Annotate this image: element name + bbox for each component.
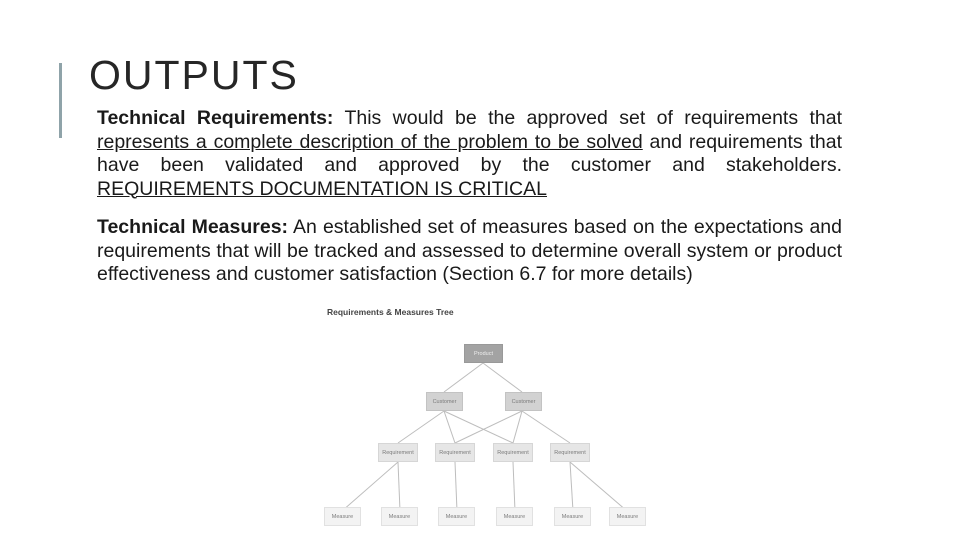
critical-note: REQUIREMENTS DOCUMENTATION IS CRITICAL [97,177,547,200]
title-accent-bar [59,63,62,138]
underlined-phrase: represents a complete description of the problem to be solved [97,130,643,153]
tree-node-requirement: Requirement [550,443,590,462]
paragraph-text: An established set of measures based on the expectations and requirements that will be tracked and assessed to determine overall system or product effectiveness and customer satisfaction (Section 6.7 for more details) [97,216,842,285]
paragraph-text: This would be the approved set of requirements that [333,107,842,129]
tree-node-requirement: Requirement [493,443,533,462]
paragraph-text: and requirements that have been validated and approved by the customer and stakeholders. [97,130,842,176]
tree-connectors [320,300,660,535]
tree-node-measure: Measure [554,507,591,526]
slide-title: OUTPUTS [89,52,299,98]
tree-node-measure: Measure [438,507,475,526]
tree-node-measure: Measure [496,507,533,526]
tree-node-measure: Measure [609,507,646,526]
technical-requirements-paragraph [97,107,842,201]
tree-node-measure: Measure [324,507,361,526]
tree-node-measure: Measure [381,507,418,526]
technical-measures-paragraph [97,216,842,287]
tree-node-customer: Customer [426,392,463,411]
requirements-measures-tree [320,300,660,535]
tree-caption: Requirements & Measures Tree [327,307,454,317]
tree-node-requirement: Requirement [378,443,418,462]
technical-measures-label: Technical Measures: [97,216,289,238]
tree-node-requirement: Requirement [435,443,475,462]
tree-node-customer: Customer [505,392,542,411]
tree-node-product: Product [464,344,503,363]
technical-requirements-label: Technical Requirements: [97,107,334,129]
